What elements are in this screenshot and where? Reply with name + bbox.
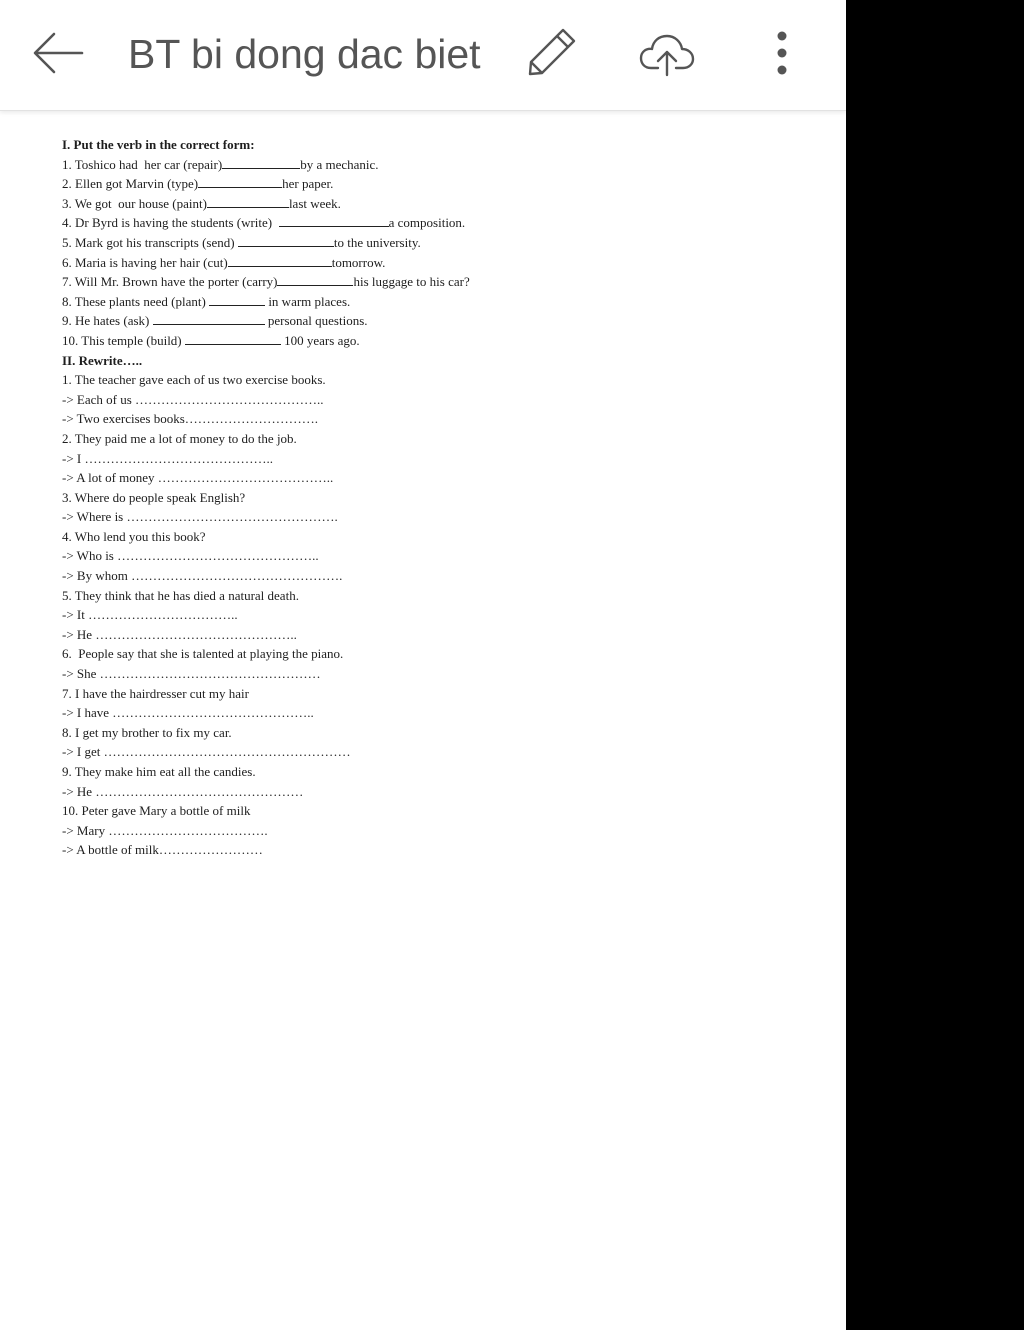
app-toolbar [0, 0, 846, 111]
exercise-prompt: 8. These plants need (plant) [62, 293, 210, 309]
exercise-ending: in warm places. [265, 293, 351, 309]
answer-blank [238, 234, 334, 247]
exercise-ending: a composition. [388, 215, 466, 231]
rewrite-line: 8. I get my brother to fix my car. [62, 724, 232, 740]
exercise-line [62, 155, 762, 175]
more-options-button[interactable] [768, 28, 796, 78]
exercise-line [62, 311, 762, 331]
rewrite-line: 2. They paid me a lot of money to do the job. [62, 430, 297, 446]
rewrite-line: 1. The teacher gave each of us two exercise books. [62, 372, 326, 388]
rewrite-line: -> I have ……………………………………….. [62, 705, 314, 721]
exercise-prompt: 7. Will Mr. Brown have the porter (carry) [62, 274, 278, 290]
rewrite-line: 10. Peter gave Mary a bottle of milk [62, 803, 251, 819]
answer-blank [209, 293, 265, 306]
rewrite-line: -> I …………………………………….. [62, 450, 273, 466]
rewrite-line: 6. People say that she is talented at playing the piano. [62, 646, 344, 662]
exercise-prompt: 2. Ellen got Marvin (type) [62, 176, 199, 192]
rewrite-line: -> He ……………………………………….. [62, 626, 297, 642]
rewrite-line: -> I get ………………………………………………… [62, 744, 351, 760]
rewrite-line: -> Mary ………………………………. [62, 822, 268, 838]
exercise-ending: his luggage to his car? [353, 274, 470, 290]
section-title: I. Put the verb in the correct form: [62, 137, 255, 152]
rewrite-line: 9. They make him eat all the candies. [62, 764, 256, 779]
exercise-line [62, 194, 762, 214]
edit-button[interactable] [526, 26, 578, 78]
rewrite-line: -> Who is ……………………………………….. [62, 548, 319, 564]
answer-blank [228, 254, 332, 267]
exercise-prompt: 1. Toshico had her car (repair) [62, 156, 223, 172]
exercise-line [62, 253, 762, 273]
answer-blank [207, 195, 289, 208]
upload-button[interactable] [638, 30, 696, 78]
rewrite-line: -> She …………………………………………… [62, 666, 321, 682]
rewrite-list [62, 370, 762, 860]
exercise-prompt: 3. We got our house (paint) [62, 195, 207, 211]
exercise-ending: 100 years ago. [280, 332, 360, 348]
exercise-prompt: 9. He hates (ask) [62, 313, 153, 329]
exercise-ending: by a mechanic. [300, 156, 379, 172]
exercise-ending: tomorrow. [331, 254, 386, 270]
answer-blank [279, 214, 389, 227]
exercise-prompt: 5. Mark got his transcripts (send) [62, 234, 238, 250]
exercise-prompt: 6. Maria is having her hair (cut) [62, 254, 228, 270]
answer-blank [277, 273, 353, 286]
rewrite-line: 3. Where do people speak English? [62, 489, 246, 505]
rewrite-line: -> By whom …………………………………………. [62, 568, 343, 584]
answer-blank [198, 175, 282, 188]
rewrite-line: -> Each of us …………………………………….. [62, 391, 324, 407]
arrow-left-icon [30, 30, 86, 76]
rewrite-line: 5. They think that he has died a natural death. [62, 587, 299, 603]
exercise-ending: to the university. [333, 234, 421, 250]
document-title: BT bi dong dac biet [128, 31, 481, 77]
cloud-upload-icon [638, 30, 696, 78]
rewrite-line: -> A lot of money ………………………………….. [62, 470, 334, 486]
answer-blank [153, 312, 265, 325]
document-page [62, 135, 762, 860]
section-title: II. Rewrite….. [62, 352, 143, 368]
rewrite-line: 4. Who lend you this book? [62, 528, 206, 544]
exercise-ending: last week. [288, 195, 341, 211]
exercise-line [62, 233, 762, 253]
rewrite-line: -> It …………………………….. [62, 607, 238, 623]
rewrite-line: 7. I have the hairdresser cut my hair [62, 685, 249, 701]
rewrite-line: -> Two exercises books…………………………. [62, 411, 319, 427]
exercise-line [62, 331, 762, 351]
rewrite-line: -> A bottle of milk…………………… [62, 842, 263, 858]
exercise-prompt: 4. Dr Byrd is having the students (write) [62, 215, 279, 231]
pencil-icon [526, 26, 578, 78]
rewrite-line: -> He ………………………………………… [62, 783, 304, 799]
exercise-line [62, 292, 762, 312]
exercise-ending: her paper. [282, 176, 334, 192]
exercise-prompt: 10. This temple (build) [62, 332, 185, 348]
answer-blank [222, 156, 300, 169]
exercise-line [62, 174, 762, 194]
exercise-line [62, 272, 762, 292]
answer-blank [185, 332, 281, 345]
rewrite-line: -> Where is …………………………………………. [62, 509, 338, 525]
back-button[interactable] [30, 30, 86, 76]
exercise-line [62, 213, 762, 233]
exercise-ending: personal questions. [264, 313, 368, 329]
more-vertical-icon [768, 28, 796, 78]
